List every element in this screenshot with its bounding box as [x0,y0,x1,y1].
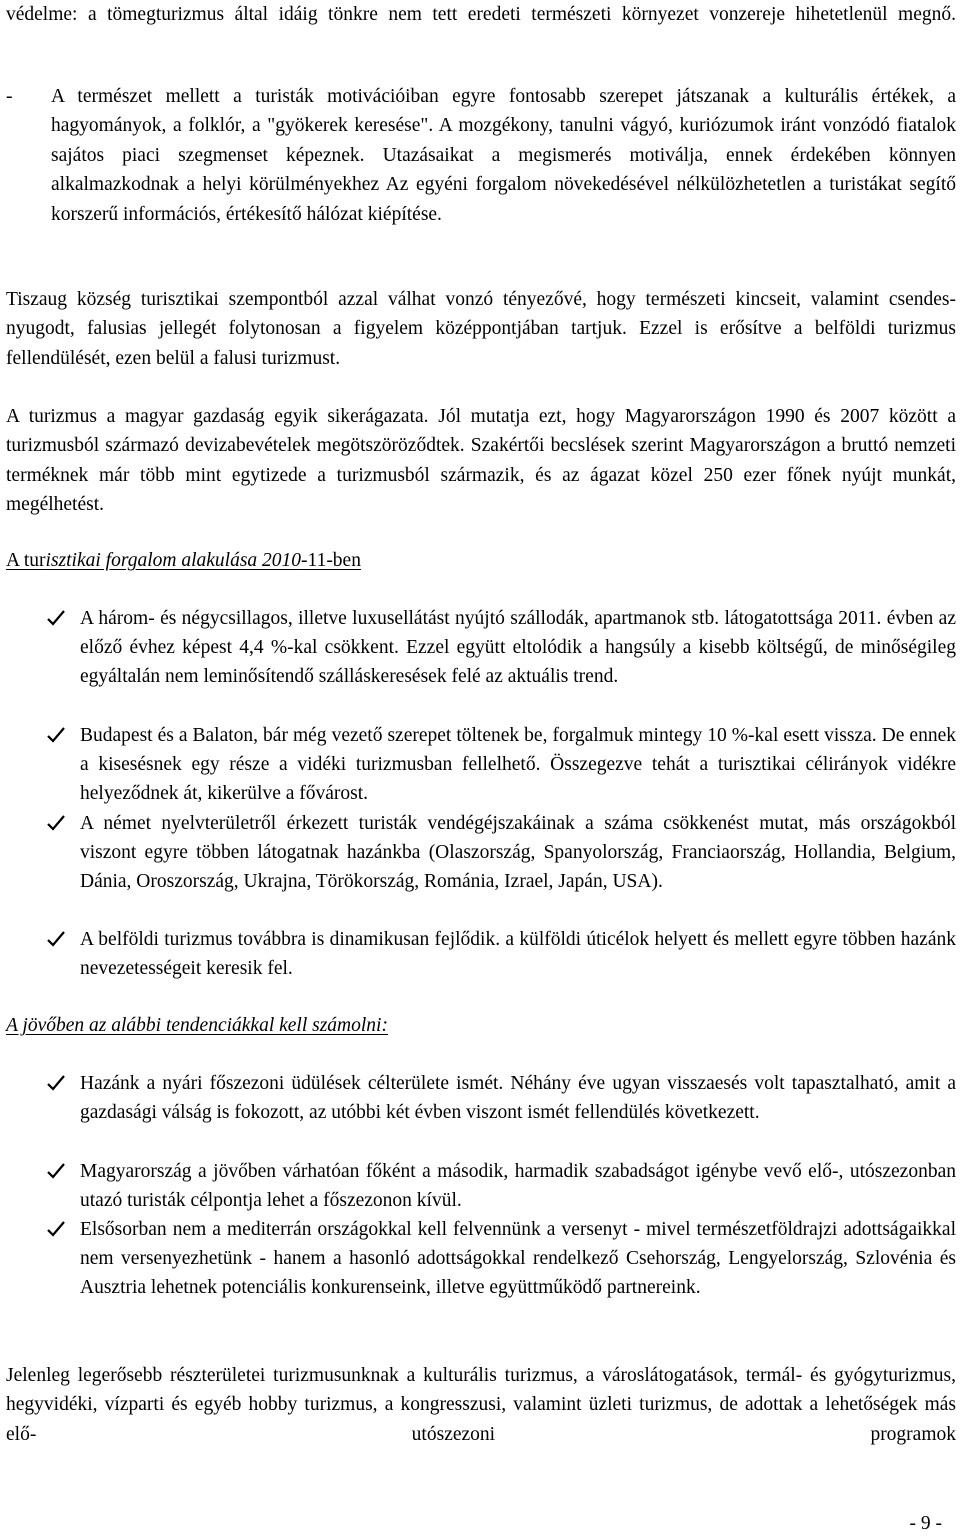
section-heading-traffic-part1: A tur [6,550,46,571]
list-item-text: A német nyelvterületről érkezett turisták vendégéjszakáinak a száma csökkenést mutat, más országokból viszont egyre többen látogatnak hazánkba (Olaszország, Spanyolország, Franciaország, Hollandia, Belgium, Dánia, Oroszország, Ukrajna, Törökország, Románia, Izrael, Japán, USA). [80,813,956,892]
list-item-text: Magyarország a jövőben várhatóan főként a második, harmadik szabadságot igénybe vevő elő-, utószezonban utazó turisták célpontja lehet a főszezonon kívül. [80,1161,956,1211]
checkmark-icon [46,608,66,628]
dash-bullet: - [6,86,13,107]
list-item [6,1215,956,1302]
section-heading-trends [6,1011,388,1040]
paragraph-tourism-sector-text: A turizmus a magyar gazdaság egyik sikerágazata. Jól mutatja ezt, hogy Magyarországon 1990 és 2007 között a turizmusból származó devizabevételek megötszöröződtek. Szakértői becslések szerint Magyarországon a bruttó nemzeti terméknek már több mint egytizede a turizmusból származik, és az ágazat közel 250 ezer főnek nyújt munkát, megélhetést. [6,406,956,516]
paragraph-tiszaug [6,285,956,373]
paragraph-intro [6,0,956,29]
list-item-text: Hazánk a nyári főszezoni üdülések célterülete ismét. Néhány éve ugyan visszaesés volt tapasztalható, amit a gazdasági válság is fokozott, az utóbbi két évben viszont ismét fellendülés következett. [80,1073,956,1123]
list-item [6,721,956,808]
section-heading-traffic [6,546,361,575]
checkmark-icon [46,1161,66,1181]
list-item-text: Budapest és a Balaton, bár még vezető szerepet töltenek be, forgalmuk mintegy 10 %-kal esett vissza. De ennek a kisesésnek egy része a vidéki turizmusban fellelhető. Összegezve tehát a turisztikai célirányok vidékre helyeződnek át, kikerülve a fővárost. [80,725,956,804]
section-heading-traffic-part3: -11-ben [301,550,361,571]
list-item [6,925,956,983]
section-heading-trends-text: A jövőben az alábbi tendenciákkal kell számolni: [6,1015,388,1036]
list-item [6,1069,956,1127]
paragraph-tiszaug-text: Tiszaug község turisztikai szempontból azzal válhat vonzó tényezővé, hogy természeti kincseit, valamint csendes-nyugodt, falusias jellegét folytonosan a figyelem középpontjában tartjuk. Ezzel is erősítve a belföldi turizmus fellendülését, ezen belül a falusi turizmust. [6,289,956,369]
list-item-text: A belföldi turizmus továbbra is dinamikusan fejlődik. a külföldi úticélok helyett és mellett egyre többen hazánk nevezetességeit keresik fel. [80,929,956,979]
checkmark-icon [46,725,66,745]
list-item-text: Elsősorban nem a mediterrán országokkal kell felvennünk a versenyt - mivel természetföldrajzi adottságaikkal nem versenyezhetünk - hanem a hasonló adottságokkal rendelkező Csehország, Lengyelország, Szlovénia és Ausztria lehetnek potenciális konkurenseink, illetve együttműködő partnereink. [80,1219,956,1298]
list-item [6,604,956,691]
list-item [6,1157,956,1215]
section-heading-traffic-part2: isztikai forgalom alakulása 2010 [45,550,302,571]
list-item-text: A három- és négycsillagos, illetve luxusellátást nyújtó szállodák, apartmanok stb. látogatottsága 2011. évben az előző évhez képest 4,4 %-kal csökkent. Ezzel együtt eltolódik a hangsúly a kisebb költségű, de minőségileg egyáltalán nem leminősítendő szálláskeresések felé az aktuális trend. [80,608,956,687]
paragraph-tourism-sector [6,402,956,520]
checkmark-icon [46,1219,66,1239]
paragraph-intro-text: védelme: a tömegturizmus által idáig tönkre nem tett eredeti természeti környezet vonzereje hihetetlenül megnő. [6,4,956,25]
paragraph-dash-item [6,82,956,229]
paragraph-dash-text: A természet mellett a turisták motivációiban egyre fontosabb szerepet játszanak a kulturális értékek, a hagyományok, a folklór, a "gyökerek keresése". A mozgékony, tanulni vágyó, kuriózumok iránt vonzódó fiatalok sajátos piaci szegmenset képeznek. Utazásaikat a megismerés motiválja, ennek érdekében könnyen alkalmazkodnak a helyi körülményekhez Az egyéni forgalom növekedésével nélkülözhetetlen a turistákat segítő korszerű információs, értékesítő hálózat kiépítése. [51,86,956,225]
paragraph-current-strengths-text: Jelenleg legerősebb részterületei turizmusunknak a kulturális turizmus, a városlátogatások, termál- és gyógyturizmus, hegyvidéki, vízparti és egyéb hobby turizmus, a kongresszusi, valamint üzleti turizmus, de adottak a lehetőségek más elő- utószezoni programok [6,1365,956,1445]
checkmark-icon [46,1073,66,1093]
page-number: - 9 - [909,1513,942,1534]
checkmark-icon [46,813,66,833]
paragraph-current-strengths [6,1361,956,1449]
checkmark-icon [46,929,66,949]
list-item [6,809,956,896]
